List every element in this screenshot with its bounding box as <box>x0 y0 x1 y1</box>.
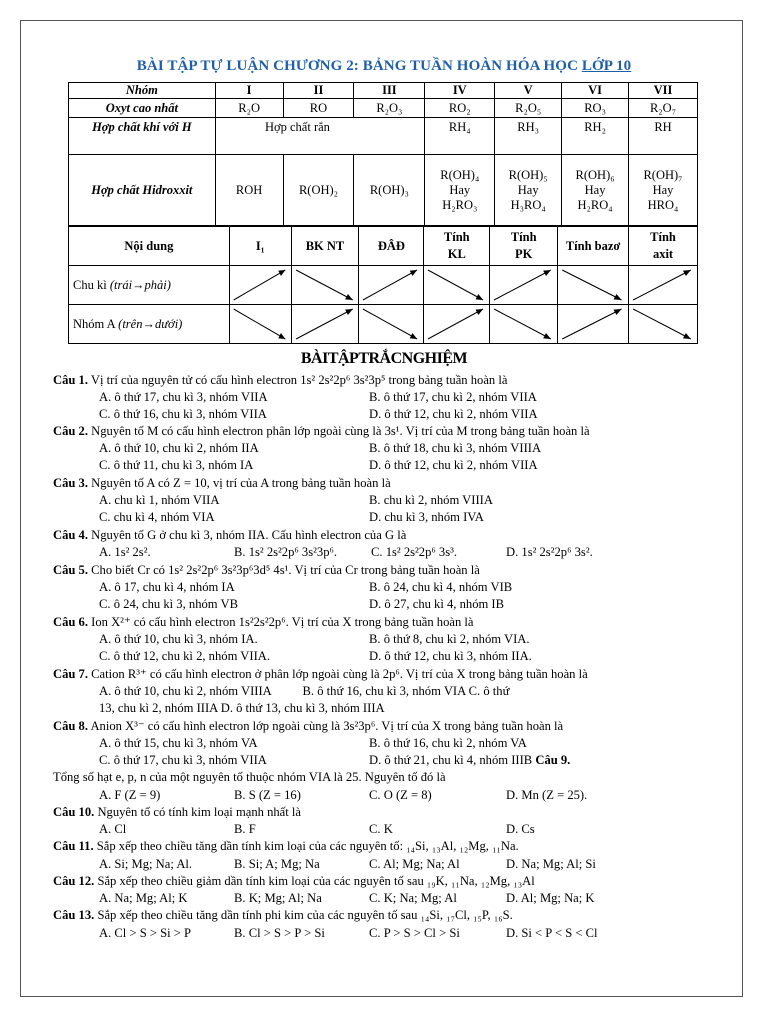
question-label: Câu 13. <box>53 908 95 922</box>
answer-option[interactable]: D. ô thứ 12, chu kì 2, nhóm VIIA <box>369 407 538 421</box>
header-cell: I <box>215 83 283 99</box>
question-label: Câu 7. <box>53 667 88 681</box>
question-label: Câu 6. <box>53 615 88 629</box>
header-cell: Nhóm <box>69 83 216 99</box>
section-title: BÀITẬPTRẮCNGHIỆM <box>300 350 468 367</box>
answer-option[interactable]: C. ô thứ 11, chu kì 3, nhóm IA <box>99 458 254 472</box>
answer-option[interactable]: B. S (Z = 16) <box>234 788 301 802</box>
question-label: Câu 3. <box>53 476 88 490</box>
question-6 <box>53 614 743 631</box>
trend-cell <box>490 305 558 344</box>
table-row <box>69 118 698 155</box>
answer-option[interactable]: C. Al; Mg; Na; Al <box>369 857 460 871</box>
table-cell: RH <box>629 118 698 155</box>
header-cell: I₁ <box>229 227 291 266</box>
question-7 <box>53 666 743 683</box>
table-cell <box>629 155 698 226</box>
question-13 <box>53 907 743 924</box>
arrow-down-right-icon <box>292 266 359 304</box>
header-cell: II <box>283 83 354 99</box>
formula-line: H₂RO₃ <box>442 197 478 212</box>
table-row <box>69 155 698 226</box>
answer-text: D. ô thứ 21, chu kì 4, nhóm IIIB <box>369 753 533 767</box>
table-cell <box>495 155 562 226</box>
formula-line: Hay <box>652 182 674 197</box>
table-row <box>69 305 698 344</box>
answer-option[interactable]: D. chu kì 3, nhóm IVA <box>369 510 484 524</box>
table-cell: R₂O <box>215 99 283 118</box>
answer-option[interactable]: C. K; Na; Mg; Al <box>369 891 457 905</box>
question-text: Ion X²⁺ có cấu hình electron 1s²2s²2p⁶. Vị trí của X trong bảng tuần hoàn là <box>88 615 474 629</box>
answer-option[interactable]: D. Al; Mg; Na; K <box>506 891 595 905</box>
answer-option[interactable]: D. Na; Mg; Al; Si <box>506 857 596 871</box>
answer-option[interactable]: A. F (Z = 9) <box>99 788 161 802</box>
table-row <box>69 83 698 99</box>
question-text: Sắp xếp theo chiều tăng dần tính phi kim của các nguyên tố sau ₁₄Si, ₁₇Cl, ₁₅P, ₁₆S. <box>94 908 513 922</box>
answer-option[interactable]: A. Si; Mg; Na; Al. <box>99 857 193 871</box>
question-text: Sắp xếp theo chiều tăng dần tính kim loại của các nguyên tố: ₁₄Si, ₁₃Al, ₁₂Mg, ₁₁Na. <box>93 839 519 853</box>
formula-line: Hay <box>584 182 606 197</box>
question-label: Câu 5. <box>53 563 88 577</box>
question-label: Câu 2. <box>53 424 88 438</box>
answer-option[interactable]: B. 1s² 2s²2p⁶ 3s²3p⁶. <box>234 545 338 559</box>
question-text: Nguyên tố A có Z = 10, vị trí của A trong bảng tuần hoàn là <box>88 476 391 490</box>
answer-option[interactable]: B. K; Mg; Al; Na <box>234 891 322 905</box>
answer-option[interactable]: D. ô thứ 12, chu kì 2, nhóm VIIA <box>369 458 538 472</box>
answer-option[interactable]: B. ô thứ 8, chu kì 2, nhóm VIA. <box>369 632 530 646</box>
question-2 <box>53 423 743 440</box>
answer-option[interactable]: 13, chu kì 2, nhóm IIIA D. ô thứ 13, chu kì 3, nhóm IIIA <box>99 701 385 715</box>
table-row <box>69 227 698 266</box>
question-9: Tổng số hạt e, p, n của một nguyên tố thuộc nhóm VIA là 25. Nguyên tố đó là <box>53 770 446 784</box>
table-cell <box>562 155 629 226</box>
question-1 <box>53 372 743 389</box>
answer-option[interactable]: B. ô thứ 17, chu kì 2, nhóm VIIA <box>369 390 537 404</box>
formula-line: Hay <box>517 182 539 197</box>
title-grade: LỚP 10 <box>581 58 632 74</box>
question-label: Câu 11. <box>53 839 94 853</box>
arrow-up-right-icon <box>490 266 557 304</box>
arrow-up-right-icon <box>230 266 291 304</box>
table-cell: RH₄ <box>425 118 495 155</box>
arrow-up-right-icon <box>359 266 423 304</box>
table-cell: ROH <box>215 155 283 226</box>
trend-cell <box>629 305 698 344</box>
table-cell: R(OH)₃ <box>354 155 425 226</box>
trend-cell <box>558 266 629 305</box>
trend-cell <box>359 266 424 305</box>
row-label-direction: (trái→phải) <box>109 277 171 292</box>
answer-option[interactable]: C. K <box>369 822 393 836</box>
answer-option[interactable]: C. chu kì 4, nhóm VIA <box>99 510 215 524</box>
answer-option[interactable]: A. ô thứ 15, chu kì 3, nhóm VA <box>99 736 258 750</box>
header-cell: BK NT <box>291 227 359 266</box>
trend-cell <box>291 266 359 305</box>
answer-option[interactable]: A. ô thứ 10, chu kì 2, nhóm VIIIA B. ô thứ 16, chu kì 3, nhóm VIA C. ô thứ <box>99 684 510 698</box>
formula-line: R(OH)₅ <box>508 167 548 182</box>
formula-line: H₂RO₄ <box>577 197 613 212</box>
table-cell <box>425 155 495 226</box>
header-cell: Nội dung <box>69 227 230 266</box>
question-5 <box>53 562 743 579</box>
table-cell: RO₂ <box>425 99 495 118</box>
question-4 <box>53 527 743 544</box>
answer-option[interactable]: D. ô thứ 12, chu kì 3, nhóm IIA. <box>369 649 532 663</box>
answer-option[interactable]: A. chu kì 1, nhóm VIIA <box>99 493 220 507</box>
header-cell: ĐÂĐ <box>359 227 424 266</box>
table-cell: RH₂ <box>562 118 629 155</box>
row-label-direction: (trên→dưới) <box>118 316 183 331</box>
row-label-main: Chu kì <box>73 277 110 292</box>
row-label-text <box>73 278 171 292</box>
answer-option[interactable]: D. Mn (Z = 25). <box>506 788 588 802</box>
answer-option[interactable]: D. ô 27, chu kì 4, nhóm IB <box>369 597 505 611</box>
answer-option[interactable]: B. Si; A; Mg; Na <box>234 857 320 871</box>
formula-line: HRO₄ <box>647 197 679 212</box>
question-8 <box>53 718 743 735</box>
formula-line: R(OH)₄ <box>440 167 480 182</box>
formula-line: H₃RO₄ <box>510 197 546 212</box>
answer-option[interactable]: C. O (Z = 8) <box>369 788 432 802</box>
arrow-down-right-icon <box>359 305 423 343</box>
table-cell: RO₃ <box>562 99 629 118</box>
row-label: Hợp chất khí với H <box>69 118 216 155</box>
table-cell: R(OH)₂ <box>283 155 354 226</box>
arrow-down-right-icon <box>490 305 557 343</box>
arrow-down-right-icon <box>629 305 697 343</box>
arrow-down-right-icon <box>558 266 628 304</box>
answer-option[interactable]: B. F <box>234 822 256 836</box>
header-text: Tính PK <box>510 230 537 261</box>
question-text: Nguyên tố có tính kim loại mạnh nhất là <box>94 805 302 819</box>
question-10 <box>53 804 743 821</box>
header-cell <box>629 227 698 266</box>
answer-option[interactable]: D. 1s² 2s²2p⁶ 3s². <box>506 545 593 559</box>
trend-cell <box>629 266 698 305</box>
header-cell: VII <box>629 83 698 99</box>
answer-option[interactable]: C. ô thứ 12, chu kì 2, nhóm VIIA. <box>99 649 271 663</box>
row-label-main: Nhóm A <box>73 316 119 331</box>
arrow-up-right-icon <box>558 305 628 343</box>
table-cell: RH₃ <box>495 118 562 155</box>
table-row <box>69 99 698 118</box>
periodic-properties-table <box>68 82 698 226</box>
answer-option[interactable] <box>369 752 570 769</box>
formula-line: R(OH)₇ <box>643 167 683 182</box>
header-cell <box>490 227 558 266</box>
answer-option[interactable]: C. 1s² 2s²2p⁶ 3s³. <box>371 545 458 559</box>
row-label <box>69 305 230 344</box>
header-text: Tính KL <box>443 230 470 261</box>
answer-option[interactable]: A. Cl > S > Si > P <box>99 926 191 940</box>
question-label: Câu 12. <box>53 874 95 888</box>
table-cell: RO <box>283 99 354 118</box>
answer-option[interactable]: A. ô 17, chu kì 4, nhóm IA <box>99 580 235 594</box>
trend-table <box>68 226 698 344</box>
question-label: Câu 8. <box>53 719 88 733</box>
answer-option[interactable]: A. ô thứ 10, chu kì 2, nhóm IIA <box>99 441 259 455</box>
trend-cell <box>424 266 490 305</box>
trend-cell <box>291 305 359 344</box>
answer-option[interactable]: C. P > S > Cl > Si <box>369 926 460 940</box>
row-label: Oxyt cao nhất <box>69 99 216 118</box>
table-cell: R₂O₅ <box>495 99 562 118</box>
header-cell: IV <box>425 83 495 99</box>
solid-compound-text: Hợp chất rắn <box>265 120 330 134</box>
question-text: Cation R³⁺ có cấu hình electron ở phân lớp ngoài cùng là 2p⁶. Vị trí của X trong bảng tuần hoàn là <box>88 667 588 681</box>
arrow-down-right-icon <box>424 266 489 304</box>
question-label: Câu 1. <box>53 373 88 387</box>
question-text: Nguyên tố G ở chu kì 3, nhóm IIA. Cấu hình electron của G là <box>88 528 407 542</box>
question-label: Câu 10. <box>53 805 95 819</box>
answer-option[interactable]: C. ô thứ 16, chu kì 3, nhóm VIIA <box>99 407 267 421</box>
header-cell <box>424 227 490 266</box>
formula-line: R(OH)₆ <box>575 167 615 182</box>
answer-option[interactable]: D. Si < P < S < Cl <box>506 926 598 940</box>
formula-line: Hay <box>449 182 471 197</box>
question-11 <box>53 838 743 855</box>
question-text: Nguyên tố M có cấu hình electron phân lớp ngoài cùng là 3s¹. Vị trí của M trong bảng tuần hoàn là <box>88 424 590 438</box>
question-text: Vị trí của nguyên tử có cấu hình electron 1s² 2s²2p⁶ 3s²3p⁵ trong bảng tuần hoàn là <box>88 373 508 387</box>
table-cell: R₂O₇ <box>629 99 698 118</box>
arrow-up-right-icon <box>292 305 359 343</box>
row-label: Hợp chất Hidroxxit <box>69 155 216 226</box>
trend-cell <box>490 266 558 305</box>
answer-option[interactable]: B. ô thứ 16, chu kì 2, nhóm VA <box>369 736 527 750</box>
answer-option[interactable]: A. Cl <box>99 822 127 836</box>
table-row <box>69 266 698 305</box>
trend-cell <box>424 305 490 344</box>
header-text: Tính axit <box>650 230 676 261</box>
trend-cell <box>359 305 424 344</box>
row-label-text <box>73 317 182 331</box>
header-cell: VI <box>562 83 629 99</box>
answer-option[interactable]: D. Cs <box>506 822 535 836</box>
answer-option[interactable]: A. ô thứ 10, chu kì 3, nhóm IA. <box>99 632 258 646</box>
question-text: Anion X³⁻ có cấu hình electron lớp ngoài cùng là 3s²3p⁶. Vị trí của X trong bảng tuần hoàn là <box>88 719 564 733</box>
page-title <box>0 58 768 75</box>
arrow-up-right-icon <box>424 305 489 343</box>
header-cell: Tính bazơ <box>558 227 629 266</box>
arrow-down-right-icon <box>230 305 291 343</box>
answer-option[interactable]: A. 1s² 2s². <box>99 545 151 559</box>
header-cell: V <box>495 83 562 99</box>
question-text: Sắp xếp theo chiều giảm dần tính kim loại của các nguyên tố sau ₁₉K, ₁₁Na, ₁₂Mg, ₁₃Al <box>94 874 535 888</box>
trend-cell <box>229 266 291 305</box>
answer-option[interactable]: B. Cl > S > P > Si <box>234 926 325 940</box>
question-3 <box>53 475 743 492</box>
header-cell: III <box>354 83 425 99</box>
title-text: BÀI TẬP TỰ LUẬN CHƯƠNG 2: BẢNG TUẦN HOÀN HÓA HỌC <box>136 58 582 74</box>
question-label: Câu 9. <box>535 753 571 767</box>
trend-cell <box>558 305 629 344</box>
trend-cell <box>229 305 291 344</box>
answer-option[interactable]: B. chu kì 2, nhóm VIIIA <box>369 493 493 507</box>
answer-option[interactable]: A. ô thứ 17, chu kì 3, nhóm VIIA <box>99 390 268 404</box>
answer-option[interactable]: B. ô 24, chu kì 4, nhóm VIB <box>369 580 513 594</box>
table-cell: R₂O₃ <box>354 99 425 118</box>
table-cell <box>215 118 425 155</box>
arrow-up-right-icon <box>629 266 697 304</box>
question-label: Câu 4. <box>53 528 88 542</box>
row-label <box>69 266 230 305</box>
answer-option[interactable]: C. ô 24, chu kì 3, nhóm VB <box>99 597 239 611</box>
answer-option[interactable]: A. Na; Mg; Al; K <box>99 891 188 905</box>
answer-option[interactable]: B. ô thứ 18, chu kì 3, nhóm VIIIA <box>369 441 542 455</box>
question-text: Cho biết Cr có 1s² 2s²2p⁶ 3s²3p⁶3d⁵ 4s¹. Vị trí của Cr trong bảng tuần hoàn là <box>88 563 480 577</box>
answer-option[interactable]: C. ô thứ 17, chu kì 3, nhóm VIIA <box>99 753 267 767</box>
question-12 <box>53 873 743 890</box>
